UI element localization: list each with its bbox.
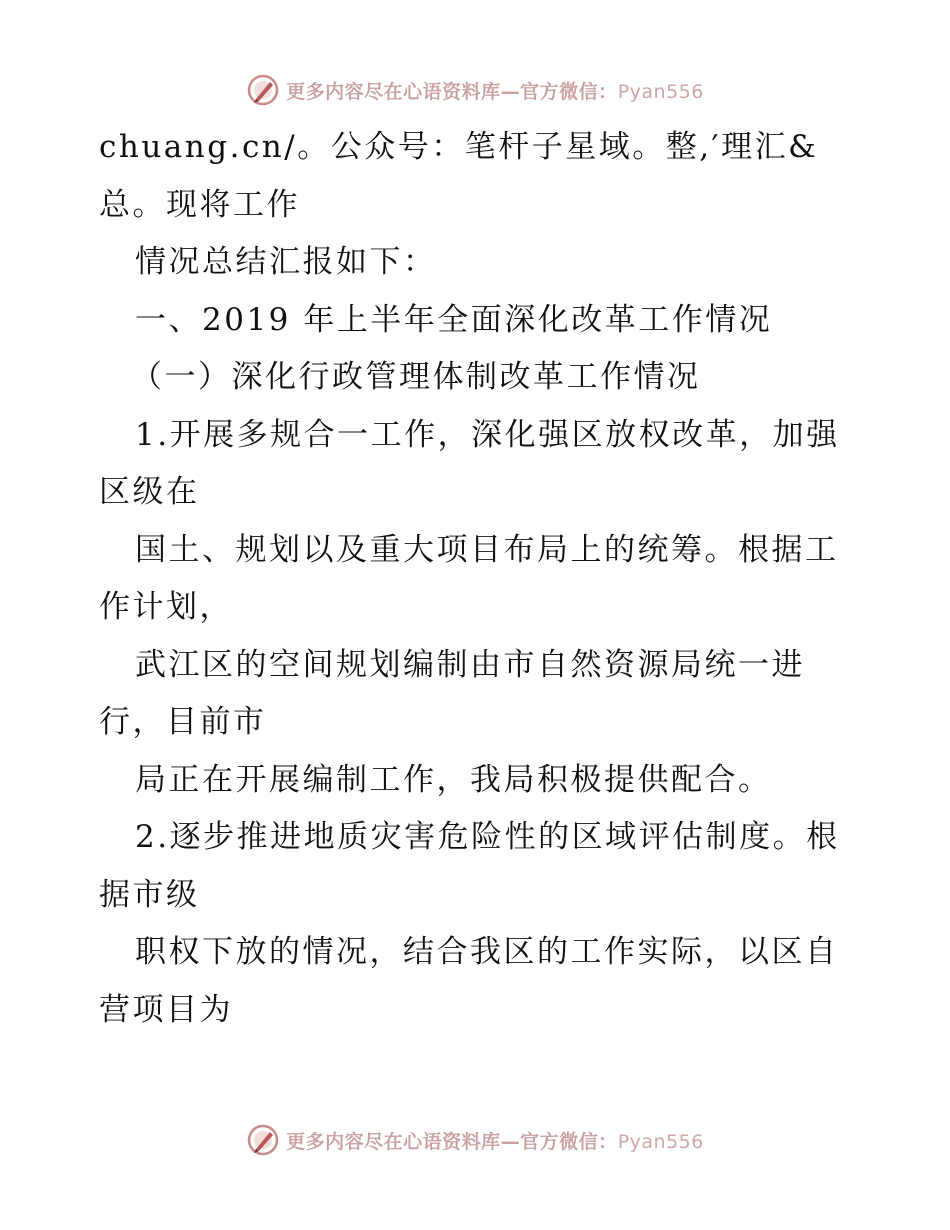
text-line: 区级在 [99, 474, 200, 510]
banner-separator: — [500, 80, 521, 103]
text-line: 武江区的空间规划编制由市自然资源局统一进 [135, 646, 805, 683]
text-line: 2.逐步推进地质灾害危险性的区域评估制度。根 [135, 819, 840, 855]
banner-separator: — [500, 1130, 521, 1153]
text-line: 职权下放的情况，结合我区的工作实际，以区自 [135, 934, 839, 970]
text-line: 行，目前市 [99, 704, 267, 740]
text-line: 营项目为 [99, 991, 233, 1028]
banner-text [286, 1127, 704, 1154]
text-line: 局正在开展编制工作，我局积极提供配合。 [135, 761, 772, 798]
pen-logo-icon [246, 73, 280, 107]
footer-banner [0, 1120, 950, 1160]
banner-slogan: 更多内容尽在心语资料库 [286, 80, 501, 103]
pen-logo-icon [246, 1123, 280, 1157]
banner-label: 官方微信： [520, 80, 618, 103]
banner-text [286, 77, 704, 104]
text-line: 作计划， [99, 589, 233, 625]
text-line: 1.开展多规合一工作，深化强区放权改革，加强 [135, 416, 840, 453]
banner-label: 官方微信： [520, 1130, 618, 1153]
document-body [99, 119, 869, 1039]
banner-handle: Pyan556 [617, 1130, 704, 1153]
text-line: 情况总结汇报如下： [135, 244, 437, 280]
subsection-heading: （一）深化行政管理体制改革工作情况 [131, 359, 701, 395]
text-line: 据市级 [99, 876, 200, 913]
text-line: 国土、规划以及重大项目布局上的统筹。根据工 [135, 531, 839, 568]
banner-slogan: 更多内容尽在心语资料库 [286, 1130, 501, 1153]
banner-handle: Pyan556 [617, 80, 704, 103]
text-line: chuang.cn/。公众号：笔杆子星域。整,′理汇& [99, 129, 819, 165]
section-heading: 一、2019 年上半年全面深化改革工作情况 [135, 301, 773, 338]
header-banner [0, 70, 950, 110]
text-line: 总。现将工作 [99, 186, 300, 223]
